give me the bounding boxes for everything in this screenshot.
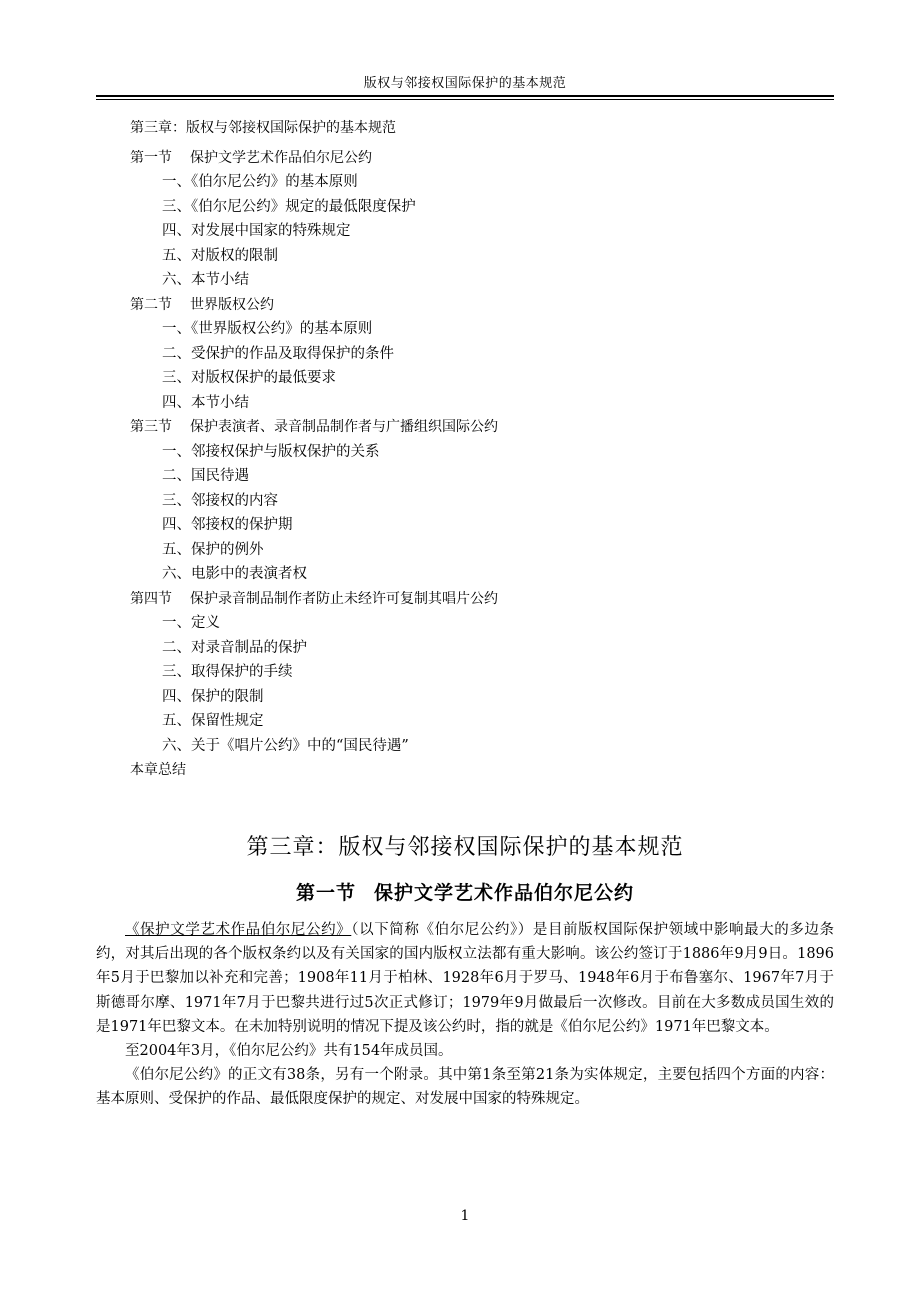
toc-section-title: 保护文学艺术作品伯尔尼公约 (190, 149, 372, 166)
toc-section-title: 保护表演者、录音制品制作者与广播组织国际公约 (190, 419, 498, 435)
toc-item[interactable]: 五、保留性规定 (162, 713, 264, 729)
section-title (96, 878, 834, 905)
toc-item[interactable]: 六、本节小结 (162, 272, 249, 288)
toc-item[interactable]: 三、取得保护的手续 (162, 664, 293, 680)
toc-item[interactable]: 五、保护的例外 (162, 541, 264, 558)
toc-item[interactable]: 六、电影中的表演者权 (162, 566, 307, 582)
body-text (96, 918, 834, 1112)
toc-item[interactable]: 二、受保护的作品及取得保护的条件 (162, 345, 394, 362)
toc-section-4[interactable] (130, 587, 820, 612)
paragraph-1-text: （以下简称《伯尔尼公约》）是目前版权国际保护领域中影响最大的多边条约，对其后出现的各个版权条约以及有关国家的国内版权立法都有重大影响。该公约签订于1886年9月9日。1896年5月于巴黎加以补充和完善；1908年11月于柏林、1928年6月于罗马、1948年6月于布鲁塞尔、1967年7月于斯德哥尔摩、1971年7月于巴黎共进行过5次正式修订；1979年9月做最后一次修改。目前在大多数成员国生效的是1971年巴黎文本。在未加特别说明的情况下提及该公约时，指的就是《伯尔尼公约》1971年巴黎文本。 (96, 922, 835, 1035)
chapter-title: 第三章：版权与邻接权国际保护的基本规范 (246, 835, 684, 860)
toc-item[interactable]: 六、关于《唱片公约》中的“国民待遇” (162, 737, 409, 754)
toc-item[interactable]: 四、本节小结 (162, 394, 249, 411)
toc-item[interactable]: 四、对发展中国家的特殊规定 (162, 223, 351, 239)
section-number: 第一节 (295, 882, 356, 904)
toc-item[interactable]: 一、定义 (162, 615, 220, 631)
toc-section-title: 保护录音制品制作者防止未经许可复制其唱片公约 (190, 590, 498, 607)
toc-section-1[interactable] (130, 146, 820, 171)
toc-item[interactable]: 二、国民待遇 (162, 468, 249, 484)
toc-item[interactable]: 三、邻接权的内容 (162, 492, 278, 509)
toc-section-number: 第三节 (130, 419, 172, 435)
toc-item[interactable]: 五、对版权的限制 (162, 247, 278, 264)
toc-item[interactable]: 三、对版权保护的最低要求 (162, 370, 336, 386)
toc-chapter-summary[interactable]: 本章总结 (130, 762, 186, 778)
toc-item[interactable]: 三、《伯尔尼公约》规定的最低限度保护 (162, 198, 416, 215)
paragraph-2: 至2004年3月，《伯尔尼公约》共有154年成员国。 (125, 1043, 453, 1060)
header-rule-thick (96, 95, 834, 97)
toc-item[interactable]: 一、邻接权保护与版权保护的关系 (162, 443, 380, 460)
toc-item[interactable]: 四、邻接权的保护期 (162, 517, 293, 533)
running-header: 版权与邻接权国际保护的基本规范 (363, 76, 567, 91)
toc-item[interactable]: 二、对录音制品的保护 (162, 639, 307, 656)
toc-chapter-heading[interactable]: 第三章：版权与邻接权国际保护的基本规范 (130, 120, 396, 136)
section-heading-text: 保护文学艺术作品伯尔尼公约 (374, 882, 635, 904)
convention-link[interactable]: 《保护文学艺术作品伯尔尼公约》 (125, 922, 352, 938)
paragraph-3: 《伯尔尼公约》的正文有38条，另有一个附录。其中第1条至第21条为实体规定，主要包括四个方面的内容：基本原则、受保护的作品、最低限度保护的规定、对发展中国家的特殊规定。 (96, 1067, 834, 1108)
toc-section-number: 第二节 (130, 296, 172, 313)
toc-section-number: 第一节 (130, 149, 172, 166)
toc-section-2[interactable] (130, 293, 820, 318)
toc-section-3[interactable] (130, 415, 820, 440)
toc-item[interactable]: 一、《世界版权公约》的基本原则 (162, 321, 373, 337)
toc-section-number: 第四节 (130, 590, 172, 607)
page-number: 1 (460, 1208, 470, 1224)
table-of-contents (130, 116, 820, 783)
paragraph-1 (96, 918, 834, 1039)
toc-section-title: 世界版权公约 (190, 296, 274, 313)
header-rule-thin (96, 99, 834, 100)
toc-item[interactable]: 一、《伯尔尼公约》的基本原则 (162, 174, 358, 190)
toc-item[interactable]: 四、保护的限制 (162, 688, 264, 705)
